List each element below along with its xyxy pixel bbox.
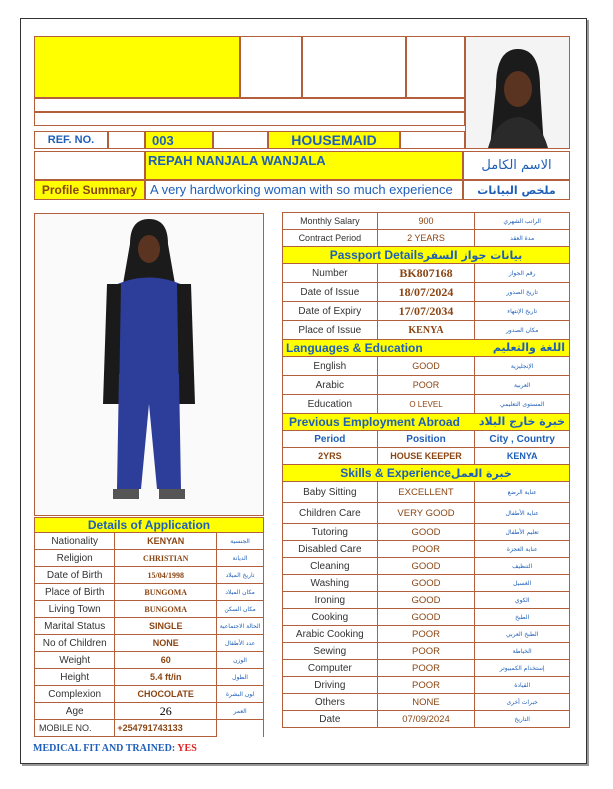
skill-row-ar: خبرات أخرى: [475, 694, 570, 711]
application-row-label: Height: [35, 669, 115, 686]
application-row: [35, 720, 264, 737]
medical-label: MEDICAL FIT AND TRAINED:: [33, 743, 176, 754]
application-row-label: Marital Status: [35, 618, 115, 635]
skill-row-ar: الخياطة: [475, 643, 570, 660]
salary-row-value: 900: [377, 213, 475, 230]
application-row-value: 5.4 ft/in: [115, 669, 217, 686]
skill-row-ar: إستخدام الكمبيوتر: [475, 660, 570, 677]
salary-row-ar: الراتب الشهري: [475, 213, 570, 230]
skill-row-label: Washing: [283, 575, 378, 592]
right-table: [282, 212, 570, 728]
header-row-blank-2: [34, 112, 465, 126]
medical-fit: [33, 743, 197, 754]
salary-row-label: Contract Period: [283, 230, 378, 247]
skills-header: [283, 465, 570, 482]
application-row: [35, 686, 264, 703]
passport-row-ar: تاريخ الصدور: [475, 283, 570, 302]
application-row-label: Living Town: [35, 601, 115, 618]
application-row: [35, 533, 264, 550]
skill-row: [283, 524, 570, 541]
passport-row-ar: رقم الجواز: [475, 264, 570, 283]
passport-row-value: 17/07/2034: [377, 302, 475, 321]
passport-row-label: Number: [283, 264, 378, 283]
skill-row-value: POOR: [377, 643, 475, 660]
application-row-value: NONE: [115, 635, 217, 652]
skill-row-label: Baby Sitting: [283, 482, 378, 503]
employment-row-position: HOUSE KEEPER: [377, 448, 475, 465]
skill-row-ar: عناية العجزة: [475, 541, 570, 558]
employment-header-title: Previous Employment Abroad: [289, 415, 460, 429]
ref-spacer: [108, 131, 145, 149]
employment-head-row: [283, 431, 570, 448]
language-row: [283, 357, 570, 376]
application-row-label: MOBILE NO.: [35, 720, 115, 737]
salary-row: [283, 213, 570, 230]
application-row-label: Weight: [35, 652, 115, 669]
passport-row: [283, 264, 570, 283]
application-row-value: 26: [115, 703, 217, 720]
application-row-value: CHRISTIAN: [115, 550, 217, 567]
name-left-blank: [34, 151, 145, 180]
full-name-ar: الاسم الكامل: [463, 151, 570, 180]
skill-row: [283, 503, 570, 524]
skill-row-value: POOR: [377, 677, 475, 694]
header-cell-2: [302, 36, 406, 98]
application-row-ar: مكان الميلاد: [217, 584, 264, 601]
skill-row: [283, 711, 570, 728]
skill-row-ar: القيادة: [475, 677, 570, 694]
skill-row-value: VERY GOOD: [377, 503, 475, 524]
skill-row-value: GOOD: [377, 524, 475, 541]
skill-row-label: Driving: [283, 677, 378, 694]
passport-row: [283, 283, 570, 302]
employment-row-period: 2YRS: [283, 448, 378, 465]
application-row-ar: الوزن: [217, 652, 264, 669]
skill-row: [283, 558, 570, 575]
full-body-photo: [34, 213, 264, 516]
skill-row-ar: التاريخ: [475, 711, 570, 728]
skill-row-ar: تعليم الأطفال: [475, 524, 570, 541]
employment-head-position: Position: [377, 431, 475, 448]
skill-row-label: Ironing: [283, 592, 378, 609]
header-yellow-block: [34, 36, 240, 98]
header-row-blank-1: [34, 98, 465, 112]
skill-row: [283, 609, 570, 626]
languages-header-title-ar: اللغة والتعليم: [492, 341, 565, 354]
application-row-ar: مكان السكن: [217, 601, 264, 618]
salary-row-ar: مدة العقد: [475, 230, 570, 247]
application-row: [35, 601, 264, 618]
skill-row-ar: الغسيل: [475, 575, 570, 592]
skill-row-label: Arabic Cooking: [283, 626, 378, 643]
language-row-value: POOR: [377, 376, 475, 395]
skill-row-value: POOR: [377, 541, 475, 558]
skill-row-value: 07/09/2024: [377, 711, 475, 728]
languages-header: [283, 340, 570, 357]
passport-row-ar: تاريخ الإنتهاء: [475, 302, 570, 321]
skill-row-label: Children Care: [283, 503, 378, 524]
application-row: [35, 584, 264, 601]
language-row-ar: العربية: [475, 376, 570, 395]
skill-row: [283, 482, 570, 503]
skill-row: [283, 660, 570, 677]
skill-row-value: EXCELLENT: [377, 482, 475, 503]
salary-row-value: 2 YEARS: [377, 230, 475, 247]
skill-row: [283, 592, 570, 609]
language-row-ar: الإنجليزية: [475, 357, 570, 376]
ref-spacer-2: [213, 131, 268, 149]
ref-label: REF. NO.: [34, 131, 108, 149]
application-row-ar: الطول: [217, 669, 264, 686]
application-row: [35, 550, 264, 567]
passport-row-value: 18/07/2024: [377, 283, 475, 302]
passport-photo: [465, 36, 570, 149]
application-row-label: Age: [35, 703, 115, 720]
skill-row: [283, 575, 570, 592]
salary-row-label: Monthly Salary: [283, 213, 378, 230]
skill-row-label: Computer: [283, 660, 378, 677]
application-row-value: SINGLE: [115, 618, 217, 635]
skill-row-label: Date: [283, 711, 378, 728]
passport-row-label: Date of Expiry: [283, 302, 378, 321]
skill-row-value: GOOD: [377, 609, 475, 626]
employment-head-place: City , Country: [475, 431, 570, 448]
application-row-value: BUNGOMA: [115, 601, 217, 618]
application-row-label: Place of Birth: [35, 584, 115, 601]
application-row-ar: عدد الأطفال: [217, 635, 264, 652]
full-body-icon: [35, 214, 263, 515]
skill-row-ar: التنظيف: [475, 558, 570, 575]
language-row-value: GOOD: [377, 357, 475, 376]
salary-row: [283, 230, 570, 247]
ref-spacer-3: [400, 131, 465, 149]
skill-row: [283, 643, 570, 660]
application-row-ar: [217, 720, 264, 737]
application-row: [35, 669, 264, 686]
employment-header-cell: [283, 414, 570, 431]
position-title: HOUSEMAID: [268, 131, 400, 149]
skill-row-value: GOOD: [377, 558, 475, 575]
application-row: [35, 652, 264, 669]
language-row-ar: المستوى التعليمي: [475, 395, 570, 414]
employment-header-title-ar: خبرة خارج البلاد: [478, 415, 565, 428]
skill-row-value: GOOD: [377, 592, 475, 609]
passport-header: [283, 247, 570, 264]
application-row-label: Nationality: [35, 533, 115, 550]
skill-row-label: Cleaning: [283, 558, 378, 575]
profile-label: Profile Summary: [34, 180, 145, 200]
application-row-ar: تاريخ الميلاد: [217, 567, 264, 584]
skills-header-cell: [283, 465, 570, 482]
skill-row-value: POOR: [377, 660, 475, 677]
passport-row-value: KENYA: [377, 321, 475, 340]
header-cell-1: [240, 36, 302, 98]
employment-header: [283, 414, 570, 431]
skill-row-ar: الكوي: [475, 592, 570, 609]
portrait-icon: [466, 37, 569, 148]
skill-row: [283, 626, 570, 643]
application-row-value: 15/04/1998: [115, 567, 217, 584]
passport-row: [283, 321, 570, 340]
full-name: REPAH NANJALA WANJALA: [145, 151, 463, 180]
language-row: [283, 395, 570, 414]
application-row-ar: الديانة: [217, 550, 264, 567]
language-row: [283, 376, 570, 395]
application-row-value: 60: [115, 652, 217, 669]
passport-row-label: Date of Issue: [283, 283, 378, 302]
skill-row-ar: عناية الأطفال: [475, 503, 570, 524]
skill-row-value: POOR: [377, 626, 475, 643]
skill-row-ar: الطبخ: [475, 609, 570, 626]
application-row: [35, 703, 264, 720]
employment-head-period: Period: [283, 431, 378, 448]
passport-row-ar: مكان الصدور: [475, 321, 570, 340]
application-row-ar: العمر: [217, 703, 264, 720]
employment-row: [283, 448, 570, 465]
skill-row-ar: الطبخ العربي: [475, 626, 570, 643]
languages-header-title: Languages & Education: [286, 341, 423, 355]
application-table: [34, 517, 264, 737]
application-row-label: Date of Birth: [35, 567, 115, 584]
application-row-ar: الجنسية: [217, 533, 264, 550]
application-row-ar: الحالة الاجتماعية: [217, 618, 264, 635]
passport-header-cell: [283, 247, 570, 264]
language-row-value: O LEVEL: [377, 395, 475, 414]
application-row: [35, 618, 264, 635]
application-row-label: Religion: [35, 550, 115, 567]
application-row: [35, 635, 264, 652]
skill-row-value: GOOD: [377, 575, 475, 592]
application-row-value: BUNGOMA: [115, 584, 217, 601]
skill-row: [283, 694, 570, 711]
header-cell-3: [406, 36, 465, 98]
skill-row-label: Tutoring: [283, 524, 378, 541]
skill-row-value: NONE: [377, 694, 475, 711]
application-row-value: +254791743133: [115, 720, 217, 737]
application-row-value: KENYAN: [115, 533, 217, 550]
skill-row-label: Others: [283, 694, 378, 711]
passport-row-value: BK807168: [377, 264, 475, 283]
employment-row-place: KENYA: [475, 448, 570, 465]
profile-text: A very hardworking woman with so much experience: [145, 180, 463, 200]
passport-row-label: Place of Issue: [283, 321, 378, 340]
language-row-label: Arabic: [283, 376, 378, 395]
language-row-label: English: [283, 357, 378, 376]
application-row-value: CHOCOLATE: [115, 686, 217, 703]
ref-value: 003: [145, 131, 213, 149]
application-row: [35, 567, 264, 584]
profile-ar: ملخص البيانات: [463, 180, 570, 200]
passport-row: [283, 302, 570, 321]
skill-row: [283, 541, 570, 558]
language-row-label: Education: [283, 395, 378, 414]
application-row-label: No of Children: [35, 635, 115, 652]
passport-header-title-ar: بيانات جواز السفر: [423, 249, 523, 262]
languages-header-cell: [283, 340, 570, 357]
skill-row-label: Disabled Care: [283, 541, 378, 558]
application-title: Details of Application: [35, 518, 264, 533]
skill-row: [283, 677, 570, 694]
skill-row-ar: عناية الرضع: [475, 482, 570, 503]
skills-header-title: Skills & Experience: [340, 466, 451, 480]
skill-row-label: Cooking: [283, 609, 378, 626]
passport-header-title: Passport Details: [329, 248, 424, 262]
application-row-label: Complexion: [35, 686, 115, 703]
medical-value: YES: [177, 743, 197, 754]
application-row-ar: لون البشرة: [217, 686, 264, 703]
skill-row-label: Sewing: [283, 643, 378, 660]
skills-header-title-ar: خبرة العمل: [450, 467, 512, 480]
